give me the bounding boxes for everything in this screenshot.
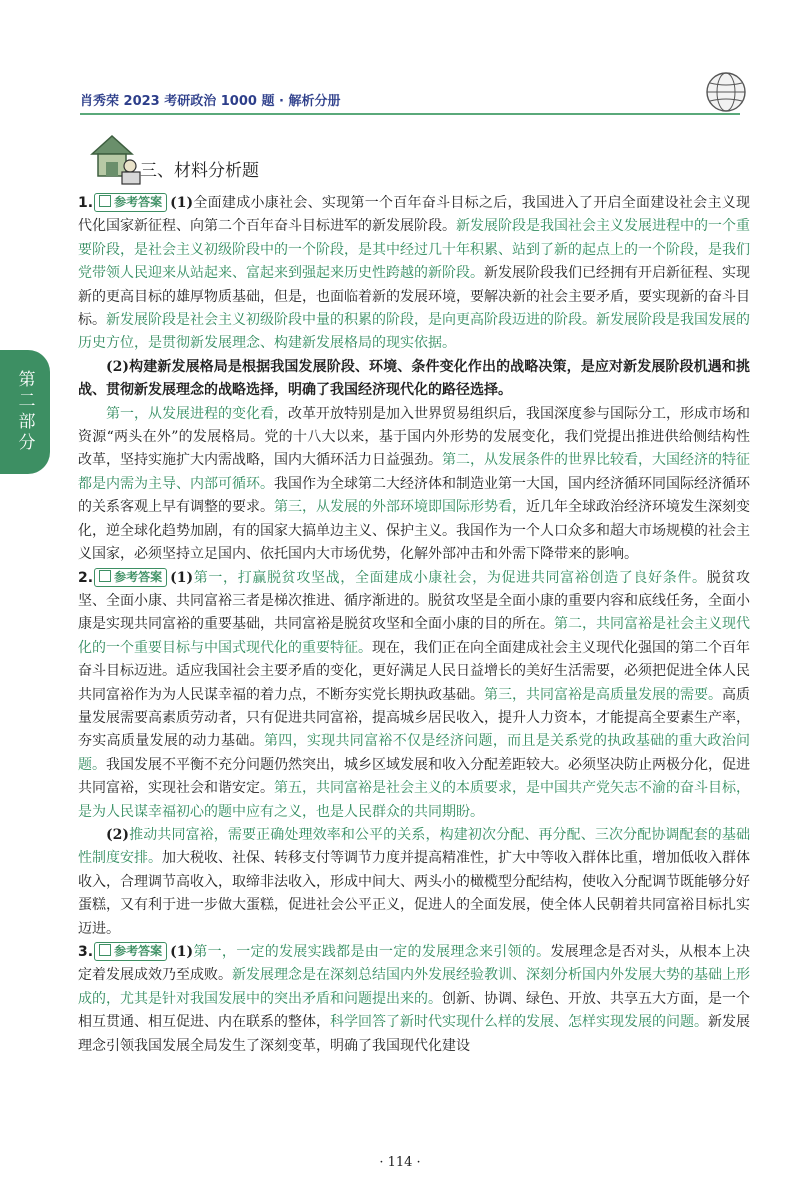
highlighted-text: 新发展阶段是社会主义初级阶段中量的积累的阶段，是向更高阶段迈进的阶段。 bbox=[106, 312, 596, 329]
body-text: 新发展阶段我们已经拥有开启新征程、实现新的更高目标的雄厚物质基础，但是，也面临着新的发展环境，要解决新的社会主要矛盾，要实现新的奋斗目标。 bbox=[78, 265, 750, 329]
answer-paragraph bbox=[78, 567, 750, 824]
answer-badge-icon bbox=[99, 944, 111, 956]
body-text: (1) bbox=[170, 195, 194, 211]
body-text: (2) bbox=[106, 358, 129, 375]
question-number: 1. bbox=[78, 195, 94, 211]
answer-paragraph bbox=[78, 824, 750, 941]
answer-item bbox=[78, 567, 750, 942]
reader-mascot-icon bbox=[84, 132, 144, 186]
answer-paragraph bbox=[78, 192, 750, 356]
answer-paragraph bbox=[78, 941, 750, 1058]
page-number: · 114 · bbox=[379, 1155, 421, 1170]
highlighted-text: 新发展阶段是我国发展的历史方位，是贯彻新发展理念、构建新发展格局的现实依据。 bbox=[78, 312, 750, 352]
question-number: 2. bbox=[78, 569, 94, 586]
highlighted-text: 第一，打赢脱贫攻坚战，全面建成小康社会，为促进共同富裕创造了良好条件。 bbox=[193, 569, 707, 586]
body-text: 新发展理念引领我国发展全局发生了深刻变革，明确了我国现代化建设 bbox=[78, 1014, 750, 1054]
body-text: 我国发展不平衡不充分问题仍然突出，城乡区域发展和收入分配差距较大。必须坚决防止两极分化，促进共同富裕，实现社会和谐安定。 bbox=[78, 756, 750, 797]
body-text: 构建新发展格局是根据我国发展阶段、环境、条件变化作出的战略决策，是应对新发展阶段机遇和挑战、贯彻新发展理念的战略选择，明确了我国经济现代化的路径选择。 bbox=[78, 358, 750, 399]
section-heading bbox=[84, 132, 484, 192]
body-text: 全面建成小康社会、实现第一个百年奋斗目标之后，我国进入了开启全面建设社会主义现代化国家新征程、向第二个百年奋斗目标进军的新发展阶段。 bbox=[78, 195, 750, 235]
answer-badge-icon bbox=[99, 195, 111, 207]
answer-badge-label: 参考答案 bbox=[114, 944, 163, 958]
highlighted-text: 推动共同富裕，需要正确处理效率和公平的关系，构建初次分配、再分配、三次分配协调配套的基础性制度安排。 bbox=[78, 826, 750, 867]
answer-paragraph bbox=[78, 403, 750, 567]
highlighted-text: 第一，从发展进程的变化看， bbox=[106, 405, 288, 422]
answer-paragraph bbox=[78, 356, 750, 403]
body-text: 加大税收、社保、转移支付等调节力度并提高精准性，扩大中等收入群体比重，增加低收入群体收入，合理调节高收入，取缔非法收入，形成中间大、两头小的橄榄型分配结构，使收入分配调节既能够分好蛋糕，又有利于进一步做大蛋糕，促进社会公平正义，促进人的全面发展，使全体人民朝着共同富裕目标扎实迈进。 bbox=[78, 850, 750, 937]
header-rule bbox=[80, 113, 740, 115]
answer-badge-icon bbox=[99, 570, 111, 582]
highlighted-text: 新发展理念是在深刻总结国内外发展经验教训、深刻分析国内外发展大势的基础上形成的，尤其是针对我国发展中的突出矛盾和问题提出来的。 bbox=[78, 967, 750, 1007]
answer-badge bbox=[94, 942, 167, 961]
body-text: 近几年全球政治经济环境发生深刻变化，逆全球化趋势加剧，有的国家大搞单边主义、保护主义。我国作为一个人口众多和超大市场规模的社会主义国家，必须坚持立足国内、依托国内大市场优势，化解外部冲击和外需下降带来的影响。 bbox=[78, 499, 750, 563]
body-text: (1) bbox=[170, 569, 194, 586]
answer-item bbox=[78, 192, 750, 567]
body-text: 发展理念是否对头，从根本上决定着发展成效乃至成败。 bbox=[78, 944, 750, 984]
part-side-tab bbox=[0, 350, 50, 474]
answer-badge-label: 参考答案 bbox=[114, 569, 163, 584]
highlighted-text: 第一，一定的发展实践都是由一定的发展理念来引领的。 bbox=[193, 944, 551, 960]
highlighted-text: 第三，从发展的外部环境即国际形势看， bbox=[274, 499, 526, 516]
body-text: 高质量发展需要高素质劳动者，只有促进共同富裕，提高城乡居民收入，提升人力资本，才能提高全要素生产率，夯实高质量发展的动力基础。 bbox=[78, 686, 750, 750]
globe-icon bbox=[704, 70, 748, 114]
highlighted-text: 第四，实现共同富裕不仅是经济问题，而且是关系党的执政基础的重大政治问题。 bbox=[78, 733, 751, 773]
running-header bbox=[80, 80, 740, 110]
answer-item bbox=[78, 941, 750, 1058]
highlighted-text: 科学回答了新时代实现什么样的发展、怎样实现发展的问题。 bbox=[330, 1014, 708, 1031]
answer-badge-label: 参考答案 bbox=[114, 195, 163, 209]
highlighted-text: 第三，共同富裕是高质量发展的需要。 bbox=[484, 686, 722, 703]
answer-badge bbox=[94, 193, 167, 212]
body-text: (2) bbox=[106, 826, 129, 843]
part-side-tab-label: 第二部分 bbox=[14, 370, 35, 454]
body-text: (1) bbox=[170, 944, 194, 960]
body-text: 改革开放特别是加入世界贸易组织后，我国深度参与国际分工，形成市场和资源“两头在外”的发展格局。党的十八大以来，基于国内外形势的发展变化，我们党提出推进供给侧结构性改革，坚持实施扩大内需战略，国内大循环活力日益强劲。 bbox=[78, 405, 750, 469]
highlighted-text: 新发展阶段是我国社会主义发展进程中的一个重要阶段，是社会主义初级阶段中的一个阶段，是其中经过几十年积累、站到了新的起点上的一个阶段，是我们党带领人民迎来从站起来、富起来到强起来历史性跨越的新阶段。 bbox=[78, 218, 750, 282]
section-title: 三、材料分析题 bbox=[140, 161, 259, 181]
highlighted-text: 第二，从发展条件的世界比较看，大国经济的特征都是内需为主导、内部可循环。 bbox=[78, 452, 750, 492]
book-title: 肖秀荣 2023 考研政治 1000 题 · 解析分册 bbox=[80, 94, 341, 109]
highlighted-text: 第二，共同富裕是社会主义现代化的一个重要目标与中国式现代化的重要特征。 bbox=[78, 616, 750, 656]
body-text: 脱贫攻坚、全面小康、共同富裕三者是梯次推进、循序渐进的。脱贫攻坚是全面小康的重要内容和底线任务，全面小康是实现共同富裕的重要基础，共同富裕是脱贫攻坚和全面小康的目的所在。 bbox=[78, 569, 750, 633]
highlighted-text: 第五，共同富裕是社会主义的本质要求，是中国共产党矢志不渝的奋斗目标，是为人民谋幸福初心的题中应有之义，也是人民群众的共同期盼。 bbox=[78, 780, 750, 820]
body-text: 我国作为全球第二大经济体和制造业第一大国，国内经济循环同国际经济循环的关系客观上早有调整的要求。 bbox=[78, 475, 750, 516]
question-number: 3. bbox=[78, 944, 94, 960]
body-text: 现在，我们正在向全面建成社会主义现代化强国的第二个百年奋斗目标迈进。适应我国社会主要矛盾的变化，更好满足人民日益增长的美好生活需要，必须把促进全体人民共同富裕作为为人民谋幸福的着力点，不断夯实党长期执政基础。 bbox=[78, 639, 750, 703]
answer-content bbox=[78, 192, 750, 1058]
body-text: 创新、协调、绿色、开放、共享五大方面，是一个相互贯通、相互促进、内在联系的整体， bbox=[78, 990, 750, 1031]
answer-badge bbox=[94, 568, 167, 587]
